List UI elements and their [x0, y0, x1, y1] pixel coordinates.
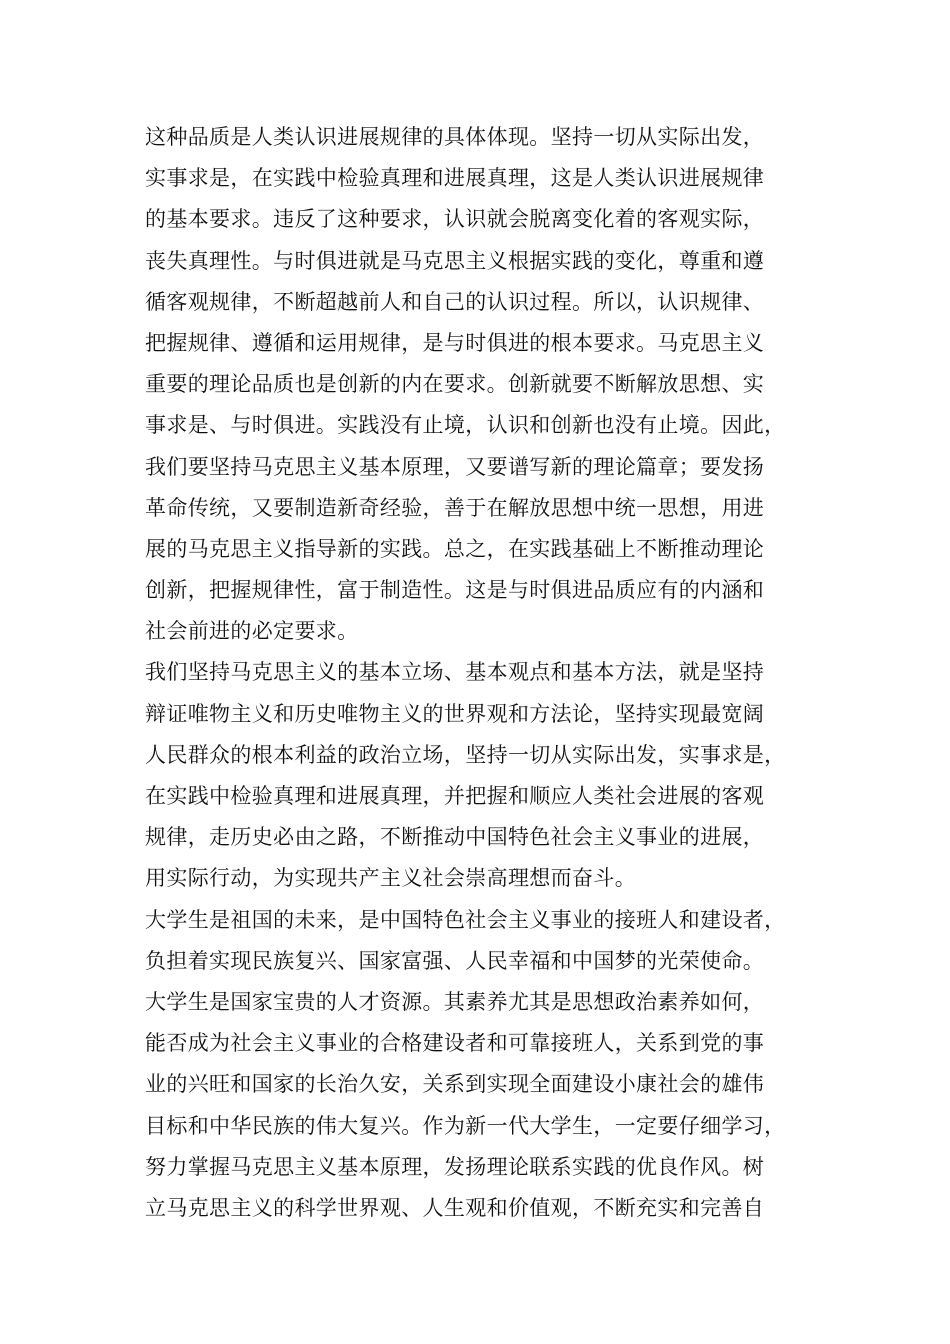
text-line: 辩证唯物主义和历史唯物主义的世界观和方法论，坚持实现最宽阔: [145, 701, 765, 726]
text-line: 人民群众的根本利益的政治立场，坚持一切从实际出发，实事求是，: [145, 742, 786, 767]
text-line: 用实际行动，为实现共产主义社会崇高理想而奋斗。: [145, 866, 637, 891]
text-line: 社会前进的必定要求。: [145, 619, 359, 644]
text-line: 负担着实现民族复兴、国家富强、人民幸福和中国梦的光荣使命。: [145, 948, 765, 973]
text-line: 大学生是国家宝贵的人才资源。其素养尤其是思想政治素养如何，: [145, 989, 765, 1014]
text-line: 革命传统，又要制造新奇经验，善于在解放思想中统一思想，用进: [145, 495, 765, 520]
text-line: 业的兴旺和国家的长治久安，关系到实现全面建设小康社会的雄伟: [145, 1072, 765, 1097]
text-line: 把握规律、遵循和运用规律，是与时俱进的根本要求。马克思主义: [145, 330, 765, 355]
text-line: 创新，把握规律性，富于制造性。这是与时俱进品质应有的内涵和: [145, 578, 765, 603]
text-line: 重要的理论品质也是创新的内在要求。创新就要不断解放思想、实: [145, 372, 765, 397]
text-line: 事求是、与时俱进。实践没有止境，认识和创新也没有止境。因此，: [145, 413, 786, 438]
text-line: 能否成为社会主义事业的合格建设者和可靠接班人，关系到党的事: [145, 1031, 765, 1056]
text-line: 我们要坚持马克思主义基本原理，又要谱写新的理论篇章；要发扬: [145, 454, 765, 479]
text-line: 规律，走历史必由之路，不断推动中国特色社会主义事业的进展，: [145, 825, 765, 850]
text-line: 目标和中华民族的伟大复兴。作为新一代大学生，一定要仔细学习，: [145, 1113, 786, 1138]
text-line: 在实践中检验真理和进展真理，并把握和顺应人类社会进展的客观: [145, 784, 765, 808]
text-line: 实事求是，在实践中检验真理和进展真理，这是人类认识进展规律: [145, 166, 765, 191]
text-line: 展的马克思主义指导新的实践。总之，在实践基础上不断推动理论: [145, 536, 765, 561]
body-text: [145, 117, 825, 1229]
text-line: 我们坚持马克思主义的基本立场、基本观点和基本方法，就是坚持: [145, 660, 765, 685]
text-line: 丧失真理性。与时俱进就是马克思主义根据实践的变化，尊重和遵: [145, 248, 765, 273]
text-line: 大学生是祖国的未来，是中国特色社会主义事业的接班人和建设者，: [145, 907, 786, 932]
text-line: 循客观规律，不断超越前人和自己的认识过程。所以，认识规律、: [145, 289, 765, 314]
text-line: 努力掌握马克思主义基本原理，发扬理论联系实践的优良作风。树: [145, 1154, 765, 1179]
text-line: 立马克思主义的科学世界观、人生观和价值观，不断充实和完善自: [145, 1195, 765, 1220]
text-line: 这种品质是人类认识进展规律的具体体现。坚持一切从实际出发，: [145, 125, 765, 149]
text-line: 的基本要求。违反了这种要求，认识就会脱离变化着的客观实际，: [145, 207, 765, 232]
